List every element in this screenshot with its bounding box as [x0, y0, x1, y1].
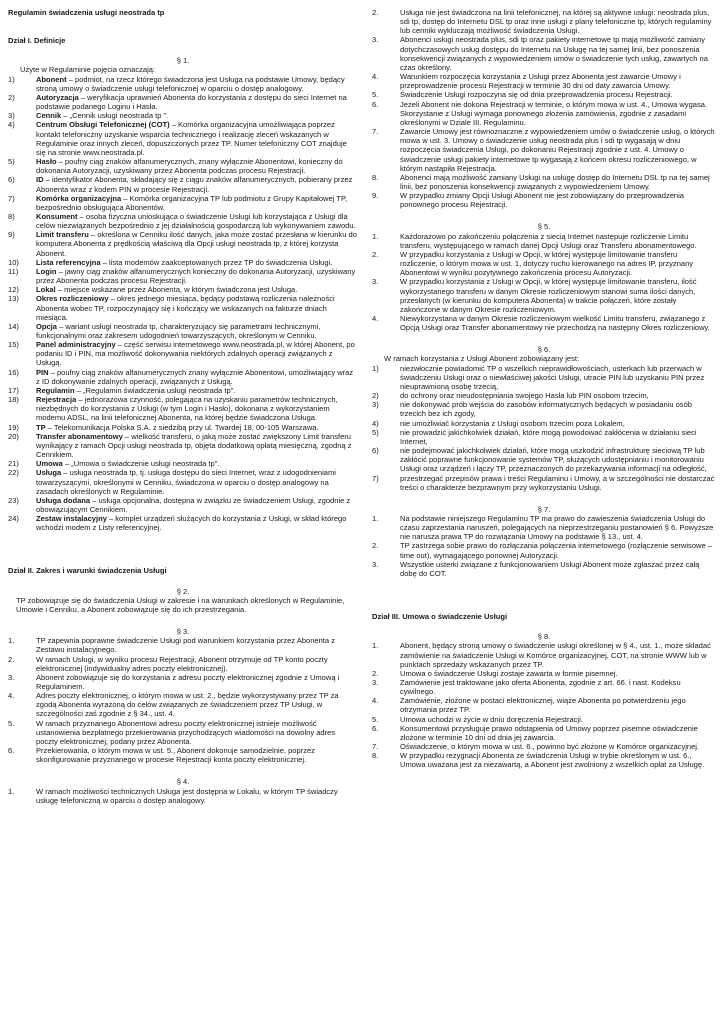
clause-list	[372, 641, 716, 769]
defined-term: Lista referencyjna	[36, 257, 101, 267]
list-item	[8, 157, 358, 175]
item-text: – jawny ciąg znaków alfanumerycznych konieczny do dokonania Autoryzacji, uzyskiwany przez Abonenta podczas procesu Rejestracji.	[36, 266, 356, 286]
defined-term: Autoryzacja	[36, 92, 79, 102]
item-number: 2)	[8, 92, 15, 102]
item-text: – „Regulamin świadczenia usługi neostrada tp”.	[74, 385, 236, 395]
list-item	[372, 314, 716, 332]
item-text: Abonent zobowiązuje się do korzystania z adresu poczty elektronicznej zgodnie z Umową i Regulaminem.	[36, 672, 340, 691]
list-item	[372, 90, 716, 99]
item-text: Zamówienie jest traktowane jako oferta Abonenta, zgodnie z art. 66. i nast. Kodeksu cywilnego.	[400, 678, 681, 697]
item-number: 3.	[372, 559, 379, 569]
item-number: 20)	[8, 431, 19, 441]
paragraph-section	[372, 8, 716, 209]
item-number: 4.	[372, 696, 379, 706]
list-item	[8, 340, 358, 367]
item-number: 7)	[8, 193, 15, 203]
item-text: – usługa neostrada tp, tj. usługa dostępu do sieci Internet, wraz z udogodnieniami towarzyszącymi, określonymi w Cenniku, świadczona w oparciu o dostęp analogowy na zasadach określonych w Regulaminie.	[36, 468, 336, 496]
item-number: 8.	[372, 172, 379, 182]
list-item	[8, 691, 358, 718]
item-text: do ochrony oraz nieudostępniania swojego Hasła lub PIN osobom trzecim,	[400, 391, 649, 401]
defined-term: Transfer abonamentowy	[36, 431, 123, 441]
item-text: – osoba fizyczna unioskująca o świadczenie Usługi lub korzystająca z Usługi dla celów niezwiązanych bezpośrednio z jej działalnością gospodarczą lub wykonywaniem zawodu.	[36, 211, 356, 231]
paragraph-text: TP zobowiązuje się do świadczenia Usługi w zakresie i na warunkach określonych w Regulaminie, Umowie i Cenniku, a Abonent zobowiązuje się do ich przestrzegania.	[16, 595, 345, 614]
item-number: 3.	[372, 678, 379, 687]
item-text: Niewykorzystana w danym Okresie rozliczeniowym wielkość Limitu transferu, związanego z Opcją Usługi oraz Transfer abonamentowy nie przechodzą na następny Okres rozliczeniowy.	[400, 314, 710, 333]
item-number: 7.	[372, 742, 379, 752]
item-text: nie umożliwiać korzystania z Usługi osobom trzecim poza Lokalem,	[400, 418, 625, 428]
item-number: 14)	[8, 321, 19, 331]
item-text: Jeżeli Abonent nie dokona Rejestracji w terminie, o którym mowa w ust. 4., Umowa wygasa. Skorzystanie z Usługi wymaga ponownego złożenia zamówienia, zgodnie z zasadami określonymi w Dziale III. Regulaminu.	[400, 99, 708, 127]
list-item	[8, 468, 358, 495]
item-number: 10)	[8, 257, 19, 267]
list-item	[8, 636, 358, 654]
item-text: Konsumentowi przysługuje prawo odstąpienia od Umowy poprzez pisemne oświadczenie złożone w terminie 10 dni od dnia jej zawarcia.	[400, 723, 698, 742]
item-text: Na podstawie niniejszego Regulaminu TP ma prawo do zawieszenia świadczenia Usługi do czasu zaprzestania naruszeń, polegających na nieprzestrzeganiu postanowień § 6. Powyższe nie narusza prawa TP do rozwiązania Umowy na podstawie § 13., ust. 4.	[400, 513, 714, 542]
item-text: Zawarcie Umowy jest równoznaczne z wypowiedzeniem umów o świadczenie usług, o których mowa w ust. 3. Umowy o świadczenie usług neostrada plus i sdi tp wygasają w dniu rozpoczęcia świadczenia Usługi, po dokonaniu Rejestracji zgodnie z ust. 4. Umowy o świadczenie usługi pakiety internetowe tp wygasają z końcem okresu rozliczeniowego, w którym nastąpiła Rejestracja.	[400, 127, 715, 173]
item-text: Abonenci mają możliwość zamiany Usługi na usługę dostęp do Internetu DSL tp na tej samej linii, bez ponoszenia konsekwencji związanych z wypowiedzeniem Umowy.	[400, 172, 710, 191]
section-heading: Dział III. Umowa o świadczenie Usługi	[372, 612, 508, 622]
list-item	[372, 715, 716, 724]
item-number: 1)	[372, 363, 379, 373]
list-item	[372, 364, 716, 391]
list-item	[372, 446, 716, 473]
item-number: 2.	[372, 8, 379, 17]
item-text: nie prowadzić jakichkolwiek działań, które mogą powodować zakłócenia w działaniu sieci Internet,	[400, 427, 697, 446]
list-item	[8, 258, 358, 267]
list-item	[8, 673, 358, 691]
list-item	[8, 120, 358, 157]
item-number: 9.	[372, 191, 379, 201]
item-number: 2.	[372, 249, 379, 259]
item-number: 6)	[8, 175, 15, 185]
list-item	[8, 294, 358, 321]
paragraph-section	[8, 777, 358, 804]
list-item	[372, 8, 716, 35]
clause-list	[8, 636, 358, 764]
defined-term: Umowa	[36, 459, 63, 469]
paragraph-number: § 7.	[537, 504, 551, 514]
item-text: W ramach Usługi, w wyniku procesu Rejestracji, Abonent otrzymuje od TP konto poczty elektronicznej (indywidualny adres poczty elektronicznej).	[36, 654, 328, 673]
item-number: 3.	[8, 672, 15, 682]
item-number: 24)	[8, 514, 19, 524]
item-number: 2.	[372, 541, 379, 551]
list-item	[8, 230, 358, 257]
item-text: W ramach przyznanego Abonentowi adresu poczty elektronicznej istnieje możliwość ustanowienia bezpłatnego przekierowania przychodzących wiadomości na dowolny adres poczty elektronicznej, podany przez Abonenta.	[36, 718, 336, 746]
item-text: – Komórka organizacyjna umożliwiająca poprzez kontakt telefoniczny uzyskanie wsparcia technicznego i realizację zleceń wskazanych w Regulaminie oraz innych zleceń, dopuszczonych przez TP. Numer telefoniczny COT znajduje się na stronie www.neostrada.pl.	[36, 120, 347, 157]
item-text: Warunkiem rozpoczęcia korzystania z Usługi przez Abonenta jest zawarcie Umowy i przeprowadzenie procesu Rejestracji w terminie 30 dni od daty zawarcia Umowy.	[400, 72, 681, 91]
item-number: 18)	[8, 395, 19, 405]
list-item	[372, 641, 716, 668]
item-number: 19)	[8, 422, 19, 432]
paragraph-number: § 5.	[537, 222, 551, 232]
paragraph-section	[372, 222, 716, 332]
section-spacer	[8, 545, 358, 566]
defined-term: Hasło	[36, 157, 57, 167]
list-item	[8, 111, 358, 120]
list-item	[372, 751, 716, 769]
paragraph-number: § 3.	[176, 627, 190, 637]
list-item	[372, 35, 716, 72]
item-text: – Komórka organizacyjna TP lub podmiotu z Grupy Kapitałowej TP, bezpośrednio obsługująca Abonentów.	[36, 193, 348, 212]
list-item	[372, 191, 716, 209]
item-text: – część serwisu internetowego www.neostrada.pl, w której Abonent, po podaniu ID i PIN, ma możliwość dokonywania niektórych zdalnych operacji związanych z Usługą.	[36, 340, 355, 368]
item-number: 4.	[8, 691, 15, 701]
item-number: 2.	[8, 654, 15, 664]
item-text: – poufny ciąg znaków alfanumerycznych znany wyłącznie Abonentowi, umożliwiający wraz z ID dokonywanie zdalnych operacji, związanych z Usługą.	[36, 367, 354, 386]
defined-term: Panel administracyjny	[36, 340, 116, 350]
item-number: 15)	[8, 340, 19, 350]
item-text: – podmiot, na rzecz którego świadczona jest Usługa na podstawie Umowy, będący stroną umowy o świadczenie usługi telefonicznej w oparciu o dostęp analogowy.	[36, 74, 345, 93]
item-text: – usługa opcjonalna, dostępna w związku ze świadczeniem Usługi, zgodnie z obowiązującym Cennikiem.	[36, 495, 351, 514]
list-item	[8, 267, 358, 285]
list-item	[372, 100, 716, 127]
item-number: 13)	[8, 294, 19, 304]
defined-term: Komórka organizacyjna	[36, 193, 122, 203]
list-item	[372, 669, 716, 678]
item-text: – „Cennik usługi neostrada tp ”.	[61, 111, 169, 121]
item-text: – komplet urządzeń służących do korzystania z Usługi, w skład którego wchodzi modem z Listy referencyjnej.	[36, 514, 347, 533]
paragraph-section	[372, 632, 716, 769]
item-number: 8.	[372, 751, 379, 761]
item-number: 5.	[372, 714, 379, 724]
list-item	[372, 678, 716, 696]
item-text: – miejsce wskazane przez Abonenta, w którym świadczona jest Usługa.	[55, 285, 298, 295]
list-item	[372, 277, 716, 314]
list-item	[8, 514, 358, 532]
defined-term: Abonent	[36, 74, 67, 84]
item-number: 16)	[8, 367, 19, 377]
section-heading: Dział I. Definicje	[8, 36, 66, 46]
list-item	[372, 560, 716, 578]
list-item	[8, 75, 358, 93]
paragraph-number: § 1.	[176, 56, 190, 66]
defined-term: TP	[36, 422, 46, 432]
paragraph-number: § 2.	[176, 586, 190, 596]
item-number: 2.	[372, 668, 379, 678]
item-number: 3)	[372, 400, 379, 410]
item-number: 3)	[8, 111, 15, 121]
document-title: Regulamin świadczenia usługi neostrada tp	[8, 8, 165, 17]
item-text: Świadczenie Usługi rozpoczyna się od dnia przeprowadzenia procesu Rejestracji.	[400, 90, 673, 100]
list-item	[372, 72, 716, 90]
clause-list	[372, 232, 716, 333]
item-number: 1.	[8, 636, 15, 646]
item-text: – określona w Cenniku ilość danych, jaka może zostać przesłana w kierunku do komputera Abonenta z prędkością właściwą dla Opcji usługi neostrada tp, z której korzysta Abonent.	[36, 230, 357, 258]
defined-term: Lokal	[36, 285, 56, 295]
item-number: 2)	[372, 391, 379, 401]
list-item	[372, 514, 716, 541]
list-item	[8, 386, 358, 395]
item-text: – Telekomunikacja Polska S.A. z siedzibą przy ul. Twardej 18, 00-105 Warszawa.	[45, 422, 319, 432]
section-spacer	[372, 591, 716, 612]
defined-term: Cennik	[36, 111, 62, 121]
item-number: 7.	[372, 127, 379, 137]
item-number: 1)	[8, 74, 15, 84]
list-item	[372, 391, 716, 400]
defined-term: Rejestracja	[36, 395, 77, 405]
clause-list	[8, 787, 358, 805]
list-item	[8, 423, 358, 432]
defined-term: Usługa	[36, 468, 62, 478]
item-number: 5)	[8, 157, 15, 167]
clause-list	[372, 8, 716, 209]
paragraph-number: § 8.	[537, 632, 551, 642]
item-text: W przypadku korzystania z Usługi w Opcji, w której występuje limitowanie transferu, ilość wykorzystanego transferu w danym Okresie rozliczeniowym stanowi suma ilości danych, przesłanych (w kierunku do komputera Abonenta) w trakcie połączeń, które zostały zakończone w danym Okresie rozliczeniowym.	[400, 277, 697, 314]
item-text: niezwłocznie powiadomić TP o wszelkich nieprawidłowościach, usterkach lub przerwach w świadczeniu Usługi oraz o niewłaściwej jakości Usługi, utracie PIN lub uzyskaniu PIN przez nieuprawnioną osobę trzecią,	[400, 363, 705, 391]
paragraph-section	[372, 345, 716, 492]
list-item	[8, 212, 358, 230]
list-item	[372, 724, 716, 742]
list-item	[8, 194, 358, 212]
section-heading: Dział II. Zakres i warunki świadczenia Usługi	[8, 566, 167, 576]
defined-term: Centrum Obsługi Telefonicznej (COT)	[36, 120, 170, 130]
list-item	[8, 496, 358, 514]
defined-term: Okres rozliczeniowy	[36, 294, 109, 304]
defined-term: Regulamin	[36, 385, 75, 395]
item-number: 5.	[8, 718, 15, 728]
paragraph-section	[8, 587, 358, 614]
paragraph-section	[8, 627, 358, 764]
defined-term: ID	[36, 175, 44, 185]
list-item	[8, 93, 358, 111]
paragraph-number: § 4.	[176, 777, 190, 787]
item-text: Zamówienie, złożone w postaci elektronicznej, wiąże Abonenta po potwierdzeniu jego otrzymania przez TP.	[400, 696, 686, 715]
item-text: Abonent, będący stroną umowy o świadczenie usługi określonej w § 4., ust. 1., może składać zamówienie na świadczenie Usługi w Komórce organizacyjnej, COT, na stronie WWW lub w punktach sprzedaży wskazanych przez TP.	[400, 641, 711, 669]
item-text: – lista modemów zaakceptowanych przez TP do świadczenia Usługi.	[100, 257, 333, 267]
defined-term: Opcja	[36, 321, 57, 331]
item-number: 3.	[372, 277, 379, 287]
list-item	[372, 474, 716, 492]
item-number: 23)	[8, 495, 19, 505]
list-item	[372, 232, 716, 250]
item-text: Przekierowania, o którym mowa w ust. 5., Abonent dokonuje samodzielnie, poprzez skonfigurowanie przyznanego w procesie Rejestracji konta poczty elektronicznej.	[36, 746, 315, 765]
item-text: Usługa nie jest świadczona na linii telefonicznej, na której są aktywne usługi: neostrada plus, sdi tp, dostęp do Internetu DSL tp oraz inne usługi z plany telefoniczne tp, których regulaminy lub cenniki wykluczają możliwość świadczenia Usługi.	[400, 8, 712, 36]
defined-term: Limit transferu	[36, 230, 89, 240]
defined-term: Usługa dodana	[36, 495, 91, 505]
left-column	[8, 8, 358, 818]
item-number: 4.	[372, 72, 379, 82]
list-item	[8, 175, 358, 193]
item-text: W przypadku korzystania z Usługi w Opcji, w której występuje limitowanie transferu rozliczenie, o którym mowa w ust. 1, dotyczy ruchu kierowanego na adres IP, przyznany Abonentowi w wyniku pozytywnego zakończenia procesu Autoryzacji.	[400, 249, 694, 278]
item-number: 6.	[372, 723, 379, 733]
item-text: – okres jednego miesiąca, będący podstawą rozliczenia należności Abonenta wobec TP, rozpoczynający się i kończący we wskazanych na fakturze dniach miesiąca.	[36, 294, 335, 322]
paragraph-intro: Użyte w Regulaminie pojęcia oznaczają:	[20, 65, 156, 75]
defined-term: Zestaw instalacyjny	[36, 514, 107, 524]
item-number: 1.	[372, 641, 379, 651]
list-item	[8, 432, 358, 459]
paragraph-number: § 6.	[537, 345, 551, 355]
item-text: W przypadku rezygnacji Abonenta ze świadczenia Usługi w trybie określonym w ust. 6., Umowa uważana jest za niezawartą, a Abonent jest zwolniony z wszelkich opłat za Usługę.	[400, 751, 705, 770]
item-number: 1.	[8, 786, 15, 796]
list-item	[8, 459, 358, 468]
clause-list	[372, 364, 716, 492]
item-number: 9)	[8, 230, 15, 240]
list-item	[8, 787, 358, 805]
item-number: 7)	[372, 473, 379, 483]
item-number: 17)	[8, 385, 19, 395]
item-text: – jednorazowa czynność, polegająca na uzyskaniu parametrów technicznych, niezbędnych do korzystania z Usługi (w tym Login i Hasło), dokonana z wykorzystaniem modemu ADSL, na linii telefonicznej Abonenta, na której będzie świadczona Usługa.	[36, 395, 338, 423]
item-number: 4.	[372, 314, 379, 323]
list-item	[372, 250, 716, 277]
item-number: 8)	[8, 211, 15, 221]
defined-term: Login	[36, 266, 57, 276]
list-item	[8, 746, 358, 764]
item-number: 6.	[8, 746, 15, 756]
item-number: 21)	[8, 459, 19, 469]
item-text: nie dokonywać prób wejścia do zasobów informatycznych będących w posiadaniu osób trzecich bez ich zgody,	[400, 400, 692, 419]
item-text: – wariant usługi neostrada tp, charakteryzujący się parametrami technicznymi, funkcjonalnymi oraz zakresem udogodnień towarzyszących, określonym w Cenniku.	[36, 321, 321, 340]
item-text: Adres poczty elektronicznej, o którym mowa w ust. 2., będzie wykorzystywany przez TP za zgodą Abonenta wyrażoną do celów związanych ze świadczeniem przez TP Usługi, w szczególności zaś zgodnie z § 34., ust. 4.	[36, 691, 339, 719]
list-item	[8, 368, 358, 386]
item-number: 12)	[8, 285, 19, 295]
item-text: – poufny ciąg znaków alfanumerycznych, znany wyłącznie Abonentowi, konieczny do dokonania Autoryzacji, uzyskiwany przez Abonenta podczas procesu Rejestracji.	[36, 157, 343, 176]
list-item	[8, 655, 358, 673]
item-number: 4)	[372, 418, 379, 428]
paragraph-section	[8, 56, 358, 532]
list-item	[372, 419, 716, 428]
right-column	[372, 8, 716, 783]
item-number: 5)	[372, 427, 379, 437]
item-text: Umowa o świadczenie Usługi zostaje zawarta w formie pisemnej.	[400, 668, 618, 678]
item-text: nie podejmować jakichkolwiek działań, które mogą uszkodzić infrastrukturę sieciową TP lub zakłócić poprawne funkcjonowanie systemów TP, służących udostępnianiu i monitorowaniu Usługi oraz urządzeń i łączy TP, przeznaczonych do przekazywania informacji na odległość,	[400, 446, 707, 474]
item-number: 22)	[8, 468, 19, 478]
defined-term: Konsument	[36, 211, 78, 221]
list-item	[8, 285, 358, 294]
item-text: Abonenci usługi neostrada plus, sdi tp oraz pakiety internetowe tp mają możliwość zamiany dotychczasowych usług dostępu do Internetu na Usługę na tej samej linii, bez ponoszenia konsekwencji związanych z wypowiedzeniem umów o świadczenie tych usług, zawartych na czas określony.	[400, 35, 708, 72]
list-item	[372, 127, 716, 173]
item-text: TP zastrzega sobie prawo do rozłączania połączenia internetowego (rozłączenie serwisowe – time out), wymagającego ponownej Autoryzacji.	[400, 541, 712, 560]
list-item	[372, 173, 716, 191]
list-item	[8, 395, 358, 422]
list-item	[8, 719, 358, 746]
item-number: 6.	[372, 99, 379, 109]
paragraph-section	[372, 505, 716, 578]
paragraph-intro: W ramach korzystania z Usługi Abonent zobowiązany jest:	[384, 354, 580, 364]
item-text: Oświadczenie, o którym mowa w ust. 6., powinno być złożone w Komórce organizacyjnej.	[400, 742, 700, 752]
item-text: – wielkość transferu, o jaką może zostać zwiększony Limit transferu wynikający z ramach Opcji usługi neostrada tp, objęta dodatkową opłatą miesięczną, zgodną z Cennikiem.	[36, 431, 352, 460]
clause-list	[8, 75, 358, 533]
item-number: 1.	[372, 231, 379, 241]
list-item	[372, 541, 716, 559]
item-number: 6)	[372, 446, 379, 456]
item-number: 4)	[8, 120, 15, 130]
list-item	[372, 428, 716, 446]
item-text: W przypadku zmiany Opcji Usługi Abonent nie jest zobowiązany do przeprowadzenia ponownego procesu Rejestracji.	[400, 191, 684, 210]
clause-list	[372, 514, 716, 578]
item-text: – weryfikacja uprawnień Abonenta do korzystania z dostępu do sieci Internet na podstawie podanego Loginu i Hasła.	[36, 92, 347, 112]
defined-term: PIN	[36, 367, 49, 377]
item-text: Wszystkie usterki związane z funkcjonowaniem Usługi Abonent może zgłaszać przez całą dobę do COT.	[400, 559, 700, 578]
item-text: W ramach możliwości technicznych Usługa jest dostępna w Lokalu, w którym TP świadczy usługę telefoniczną w oparciu o dostęp analogowy.	[36, 786, 338, 805]
item-text: TP zapewnia poprawne świadczenie Usługi pod warunkiem korzystania przez Abonenta z Zestawu instalacyjnego.	[36, 636, 335, 655]
item-text: Umowa uchodzi w życie w dniu doręczenia Rejestracji.	[400, 714, 583, 724]
item-number: 1.	[372, 513, 379, 523]
item-number: 5.	[372, 90, 379, 100]
list-item	[372, 742, 716, 751]
item-number: 11)	[8, 266, 19, 276]
item-number: 3.	[372, 35, 379, 45]
item-text: przestrzegać przepisów prawa i treści Regulaminu i Umowy, a w szczególności nie dostarczać treści o charakterze bezprawnym przy wykorzystaniu Usługi.	[400, 473, 715, 492]
item-text: Każdorazowo po zakończeniu połączenia z siecią Internet następuje rozliczenie Limitu transferu, występującego w ramach danej Opcji Usługi oraz Transferu abonamentowego.	[400, 231, 697, 250]
list-item	[372, 696, 716, 714]
item-text: – „Umowa o świadczenie usługi neostrada tp”.	[62, 459, 220, 469]
list-item	[372, 400, 716, 418]
list-item	[8, 322, 358, 340]
item-text: – identyfikator Abonenta, składający się z ciągu znaków alfanumerycznych, pobierany przez Abonenta wraz z kodem PIN w procesie Rejestracji.	[36, 175, 353, 194]
